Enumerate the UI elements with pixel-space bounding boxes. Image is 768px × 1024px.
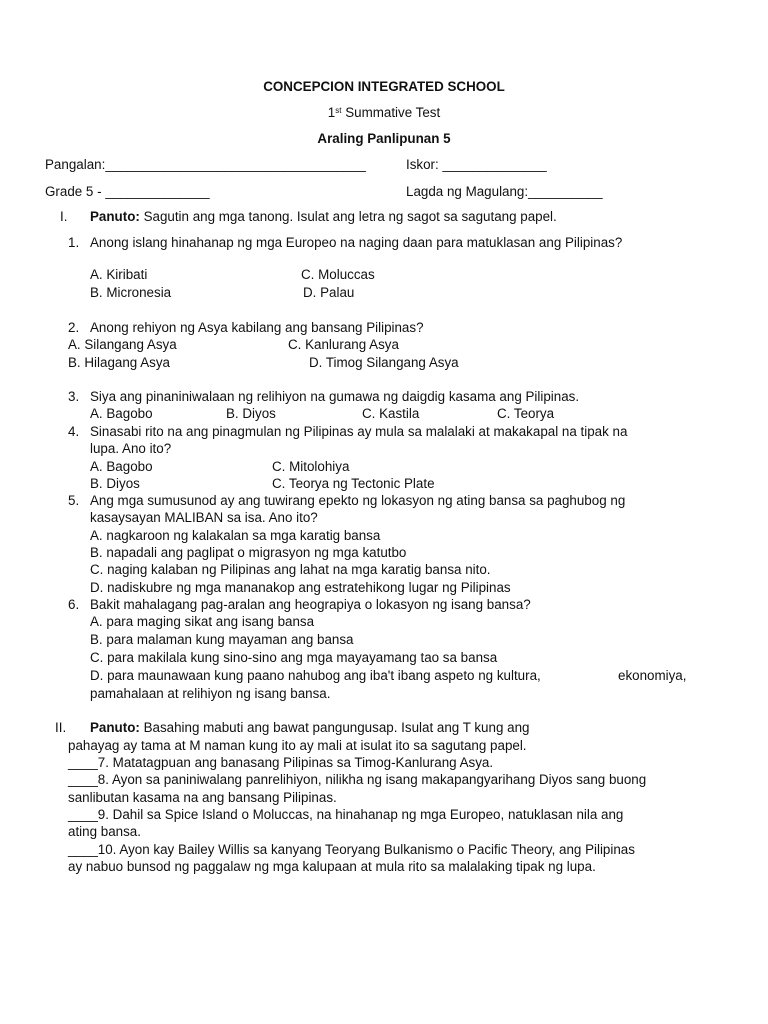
q1-choice-c: C. Moluccas	[301, 267, 375, 282]
subject-title: Araling Panlipunan 5	[317, 131, 451, 146]
signature-blank: __________	[528, 184, 603, 199]
item-9-line1: ____9. Dahil sa Spice Island o Moluccas, na hinahanap ng mga Europeo, natuklasan nila ang	[68, 807, 624, 822]
q5-text-line2: kasaysayan MALIBAN sa isa. Ano ito?	[90, 510, 318, 525]
part2-instructions	[90, 720, 529, 736]
q3-number: 3.	[68, 389, 80, 404]
q1-text: Anong islang hinahanap ng mga Europeo na naging daan para matuklasan ang Pilipinas?	[90, 235, 623, 250]
part2-panuto-label: Panuto:	[90, 720, 140, 735]
q6-choice-c: C. para makilala kung sino-sino ang mga mayayamang tao sa bansa	[90, 650, 498, 665]
signature-label: Lagda ng Magulang:	[406, 184, 529, 199]
item-10-line1: ____10. Ayon kay Bailey Willis sa kanyang Teoryang Bulkanismo o Pacific Theory, ang Pilipinas	[68, 842, 635, 857]
item-8-line2: sanlibutan kasama na ang bansang Pilipinas.	[68, 790, 337, 805]
test-title	[0, 105, 768, 121]
item-9-line2: ating bansa.	[68, 824, 141, 839]
part2-panuto-text: Basahing mabuti ang bawat pangungusap. Isulat ang T kung ang	[139, 720, 530, 735]
q2-choice-c: C. Kanlurang Asya	[288, 337, 399, 352]
q4-text-line2: lupa. Ano ito?	[90, 441, 172, 456]
q6-choice-d-line1: D. para maunawaan kung paano nahubog ang iba't ibang aspeto ng kultura,	[90, 668, 541, 683]
q5-text-line1: Ang mga sumusunod ay ang tuwirang epekto ng lokasyon ng ating bansa sa paghubog ng	[90, 493, 626, 508]
q6-text: Bakit mahalagang pag-aralan ang heograpiya o lokasyon ng isang bansa?	[90, 597, 531, 612]
q6-choice-d-line2: pamahalaan at relihiyon ng isang bansa.	[90, 686, 331, 701]
q6-choice-b: B. para malaman kung mayaman ang bansa	[90, 632, 354, 647]
part2-numeral: II.	[55, 720, 67, 735]
q5-choice-d: D. nadiskubre ng mga mananakop ang estratehikong lugar ng Pilipinas	[90, 580, 511, 595]
test-number: 1	[327, 105, 336, 120]
q4-text-line1: Sinasabi rito na ang pinagmulan ng Pilipinas ay mula sa malalaki at makakapal na tipak na	[90, 424, 628, 439]
name-field	[45, 157, 366, 173]
q5-choice-a: A. nagkaroon ng kalakalan sa mga karatig bansa	[90, 528, 381, 543]
q6-choice-a: A. para maging sikat ang isang bansa	[90, 614, 315, 629]
q2-number: 2.	[68, 320, 80, 335]
signature-field	[406, 184, 603, 200]
q3-choice-b: B. Diyos	[226, 406, 276, 421]
item-7: ____7. Matatagpuan ang banasang Pilipinas sa Timog-Kanlurang Asya.	[68, 755, 494, 770]
q6-number: 6.	[68, 597, 80, 612]
test-number-suffix: st	[335, 106, 342, 115]
school-name: CONCEPCION INTEGRATED SCHOOL	[263, 79, 505, 94]
name-label: Pangalan:	[45, 157, 106, 172]
q1-number: 1.	[68, 235, 80, 250]
q3-text: Siya ang pinaniniwalaan ng relihiyon na gumawa ng daigdig kasama ang Pilipinas.	[90, 389, 580, 404]
q1-choice-d: D. Palau	[303, 285, 355, 300]
part1-numeral: I.	[60, 209, 68, 224]
score-label: Iskor:	[406, 157, 439, 172]
q4-number: 4.	[68, 424, 80, 439]
q2-choice-d: D. Timog Silangang Asya	[309, 355, 459, 370]
grade-label: Grade 5 -	[45, 184, 102, 199]
item-10-line2: ay nabuo bunsod ng paggalaw ng mga kalupaan at mula rito sa malalaking tipak ng lupa.	[68, 859, 596, 874]
part1-panuto-label: Panuto:	[90, 209, 140, 224]
q3-choice-d: C. Teorya	[497, 406, 555, 421]
q4-choice-a: A. Bagobo	[90, 459, 153, 474]
q6-choice-d-line1b: ekonomiya,	[618, 668, 687, 683]
score-blank: ______________	[442, 157, 547, 172]
q5-choice-c: C. naging kalaban ng Pilipinas ang lahat na mga karatig bansa nito.	[90, 562, 491, 577]
q5-choice-b: B. napadali ang paglipat o migrasyon ng mga katutbo	[90, 545, 407, 560]
q3-choice-c: C. Kastila	[362, 406, 420, 421]
q4-choice-d: C. Teorya ng Tectonic Plate	[272, 476, 435, 491]
q1-choice-a: A. Kiribati	[90, 267, 148, 282]
q2-text: Anong rehiyon ng Asya kabilang ang bansang Pilipinas?	[90, 320, 424, 335]
test-label: Summative Test	[341, 105, 441, 120]
part1-instructions	[90, 209, 557, 225]
q3-choice-a: A. Bagobo	[90, 406, 153, 421]
grade-field	[45, 184, 210, 200]
q2-choice-a: A. Silangang Asya	[68, 337, 177, 352]
q2-choice-b: B. Hilagang Asya	[68, 355, 170, 370]
score-field	[406, 157, 547, 173]
part1-panuto-text: Sagutin ang mga tanong. Isulat ang letra ng sagot sa sagutang papel.	[139, 209, 557, 224]
q1-choice-b: B. Micronesia	[90, 285, 172, 300]
name-blank: ___________________________________	[105, 157, 366, 172]
part2-instructions-line2: pahayag ay tama at M naman kung ito ay mali at isulat ito sa sagutang papel.	[68, 738, 527, 753]
q5-number: 5.	[68, 493, 80, 508]
q4-choice-c: C. Mitolohiya	[272, 459, 350, 474]
q4-choice-b: B. Diyos	[90, 476, 140, 491]
item-8-line1: ____8. Ayon sa paniniwalang panrelihiyon, nilikha ng isang makapangyarihang Diyos sang buong	[68, 772, 647, 787]
grade-blank: ______________	[105, 184, 210, 199]
